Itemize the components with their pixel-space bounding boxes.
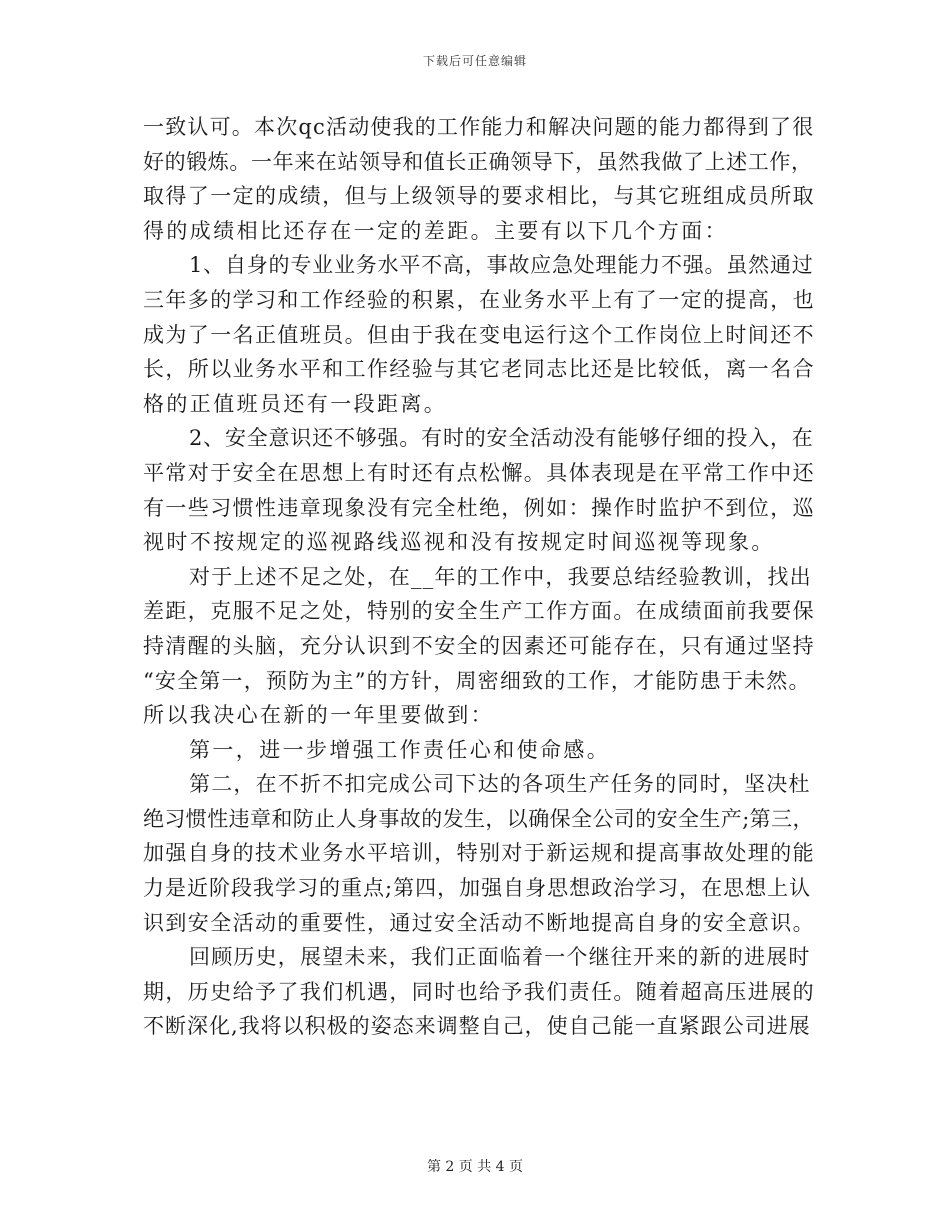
text-line: 三年多的学习和工作经验的积累，在业务水平上有了一定的提高，也 xyxy=(143,287,815,312)
text-line: 绝习惯性违章和防止人身事故的发生，以确保全公司的安全生产;第三， xyxy=(143,806,814,831)
text-line: 加强自身的技术业务水平培训，特别对于新运规和提高事故处理的能 xyxy=(143,841,815,866)
paragraph-first-line: 1、自身的专业业务水平不高，事故应急处理能力不强。虽然通过 xyxy=(189,253,814,278)
text-line: 所以我决心在新的一年里要做到： xyxy=(143,703,494,728)
paragraph-first-line: 第一，进一步增强工作责任心和使命感。 xyxy=(189,737,611,762)
text-line: 好的锻炼。一年来在站领导和值长正确领导下，虽然我做了上述工作， xyxy=(143,149,813,174)
paragraph-first-line: 第二，在不折不扣完成公司下达的各项生产任务的同时，坚决杜 xyxy=(189,772,811,797)
text-line: 格的正值班员还有一段距离。 xyxy=(143,391,448,416)
text-line: 平常对于安全在思想上有时还有点松懈。具体表现是在平常工作中还 xyxy=(143,460,815,485)
text-line: 期，历史给予了我们机遇，同时也给予我们责任。随着超高压进展的 xyxy=(143,979,815,1004)
text-line: “安全第一，预防为主”的方针，周密细致的工作，才能防患于未然。 xyxy=(143,668,811,693)
text-line: 识到安全活动的重要性，通过安全活动不断地提高自身的安全意识。 xyxy=(143,910,815,935)
document-body xyxy=(143,110,815,1044)
page-number-footer: 第 2 页 共 4 页 xyxy=(426,1159,524,1175)
text-line: 成为了一名正值班员。但由于我在变电运行这个工作岗位上时间还不 xyxy=(143,322,815,347)
text-line: 差距，克服不足之处，特别的安全生产工作方面。在成绩面前我要保 xyxy=(143,599,815,624)
text-line: 有一些习惯性违章现象没有完全杜绝，例如：操作时监护不到位，巡 xyxy=(143,495,815,520)
text-line: 得的成绩相比还存在一定的差距。主要有以下几个方面： xyxy=(143,218,728,243)
text-line: 长，所以业务水平和工作经验与其它老同志比还是比较低，离一名合 xyxy=(143,357,815,382)
text-line: 一致认可。本次qc活动使我的工作能力和解决问题的能力都得到了很 xyxy=(143,115,815,139)
page-header: 下载后可任意编辑 xyxy=(422,54,527,68)
text-line: 持清醒的头脑，充分认识到不安全的因素还可能存在，只有通过坚持 xyxy=(143,633,815,658)
text-line: 力是近阶段我学习的重点;第四，加强自身思想政治学习，在思想上认 xyxy=(143,876,812,901)
text-line: 取得了一定的成绩，但与上级领导的要求相比，与其它班组成员所取 xyxy=(143,184,815,209)
text-line: 不断深化,我将以积极的姿态来调整自己，使自己能一直紧跟公司进展 xyxy=(143,1014,811,1039)
paragraph-first-line: 2、安全意识还不够强。有时的安全活动没有能够仔细的投入，在 xyxy=(189,426,814,451)
paragraph-first-line: 对于上述不足之处，在__年的工作中，我要总结经验教训，找出 xyxy=(189,564,812,589)
text-line: 视时不按规定的巡视路线巡视和没有按规定时间巡视等现象。 xyxy=(143,530,775,555)
paragraph-first-line: 回顾历史，展望未来，我们正面临着一个继往开来的新的进展时 xyxy=(189,945,811,970)
